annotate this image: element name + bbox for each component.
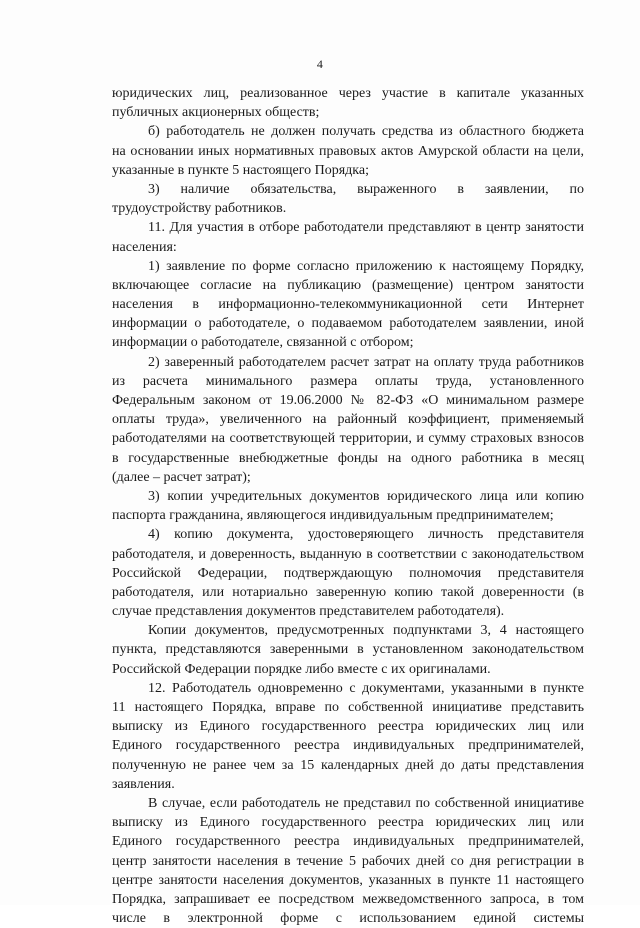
text-line: публичных акционерных обществ; [112, 105, 320, 121]
text-line: 2) заверенный работодателем расчет затрат на оплату труда работников [148, 354, 584, 370]
text-line: 11. Для участия в отборе работодатели представляют в центр занятости [148, 220, 584, 236]
text-line: (далее – расчет затрат); [112, 469, 251, 485]
text-line: 1) заявление по форме согласно приложению к настоящему Порядку, [148, 258, 584, 274]
text-line: трудоустройству работников. [112, 201, 287, 217]
text-line: центре занятости населения документов, указанных в пункте 11 настоящего [112, 872, 584, 888]
page-number: 4 [316, 57, 324, 71]
text-line: указанные в пункте 5 настоящего Порядка; [112, 162, 369, 178]
text-line: 3) наличие обязательства, выраженного в заявлении, по [148, 181, 584, 197]
text-line: оплаты труда», увеличенного на районный коэффициент, применяемый [112, 412, 584, 428]
text-line: Российской Федерации порядке либо вместе с их оригиналами. [112, 661, 491, 677]
text-line: населения в информационно-телекоммуникационной сети Интернет [112, 297, 584, 313]
text-line: 12. Работодатель одновременно с документами, указанными в пункте [148, 680, 584, 696]
text-line: Единого государственного реестра индивидуальных предпринимателей, [112, 738, 584, 754]
text-line: центр занятости населения в течение 5 рабочих дней со дня регистрации в [112, 853, 584, 869]
text-line: 11 настоящего Порядка, вправе по собственной инициативе представить [112, 700, 584, 715]
text-line: Российской Федерации, подтверждающую полномочия представителя [112, 565, 584, 581]
text-line: работодателя, или нотариально заверенную копию такой доверенности (в [112, 584, 584, 600]
text-line: заявления. [112, 776, 175, 792]
text-line: случае представления документов представителем работодателя). [112, 604, 505, 620]
text-line: числе в электронной форме с использованием единой системы [112, 911, 584, 927]
text-line: Порядка, запрашивает ее посредством межведомственного запроса, в том [112, 891, 584, 907]
text-line: на основании иных нормативных правовых актов Амурской области на цели, [112, 143, 584, 159]
text-line: паспорта гражданина, являющегося индивидуальным предпринимателем; [112, 508, 554, 524]
text-line: из расчета минимального размера оплаты труда, установленного [112, 373, 584, 389]
document-body [112, 84, 584, 928]
text-line: работодателями на соответствующей территории, и сумму страховых взносов [112, 431, 584, 447]
text-line: выписку из Единого государственного реестра юридических лиц или [112, 815, 584, 831]
text-line: б) работодатель не должен получать средства из областного бюджета [148, 124, 584, 140]
text-line: информации о работодателе, о подаваемом работодателем заявлении, иной [112, 316, 584, 332]
text-line: работодателя, и доверенность, выданную в соответствии с законодательством [112, 546, 584, 562]
text-line: Единого государственного реестра индивидуальных предпринимателей, [112, 834, 584, 850]
text-line: Копии документов, предусмотренных подпунктами 3, 4 настоящего [148, 623, 584, 639]
text-line: выписку из Единого государственного реестра юридических лиц или [112, 719, 584, 735]
text-line: населения: [112, 239, 177, 255]
text-line: включающее согласие на публикацию (размещение) центром занятости [112, 277, 584, 293]
text-line: 4) копию документа, удостоверяющего личность представителя [148, 527, 584, 543]
text-line: пункта, представляются заверенными в установленном законодательством [112, 642, 584, 658]
text-line: полученную не ранее чем за 15 календарных дней до даты представления [112, 757, 584, 773]
text-line: юридических лиц, реализованное через участие в капитале указанных [112, 86, 584, 101]
text-line: В случае, если работодатель не представил по собственной инициативе [148, 795, 584, 811]
text-line: в государственные внебюджетные фонды на одного работника в месяц [112, 450, 584, 466]
text-line: информации о работодателе, связанной с отбором; [112, 335, 414, 351]
text-line: 3) копии учредительных документов юридического лица или копию [148, 488, 584, 504]
text-line: Федеральным законом от 19.06.2000 № 82-ФЗ «О минимальном размере [112, 393, 584, 408]
